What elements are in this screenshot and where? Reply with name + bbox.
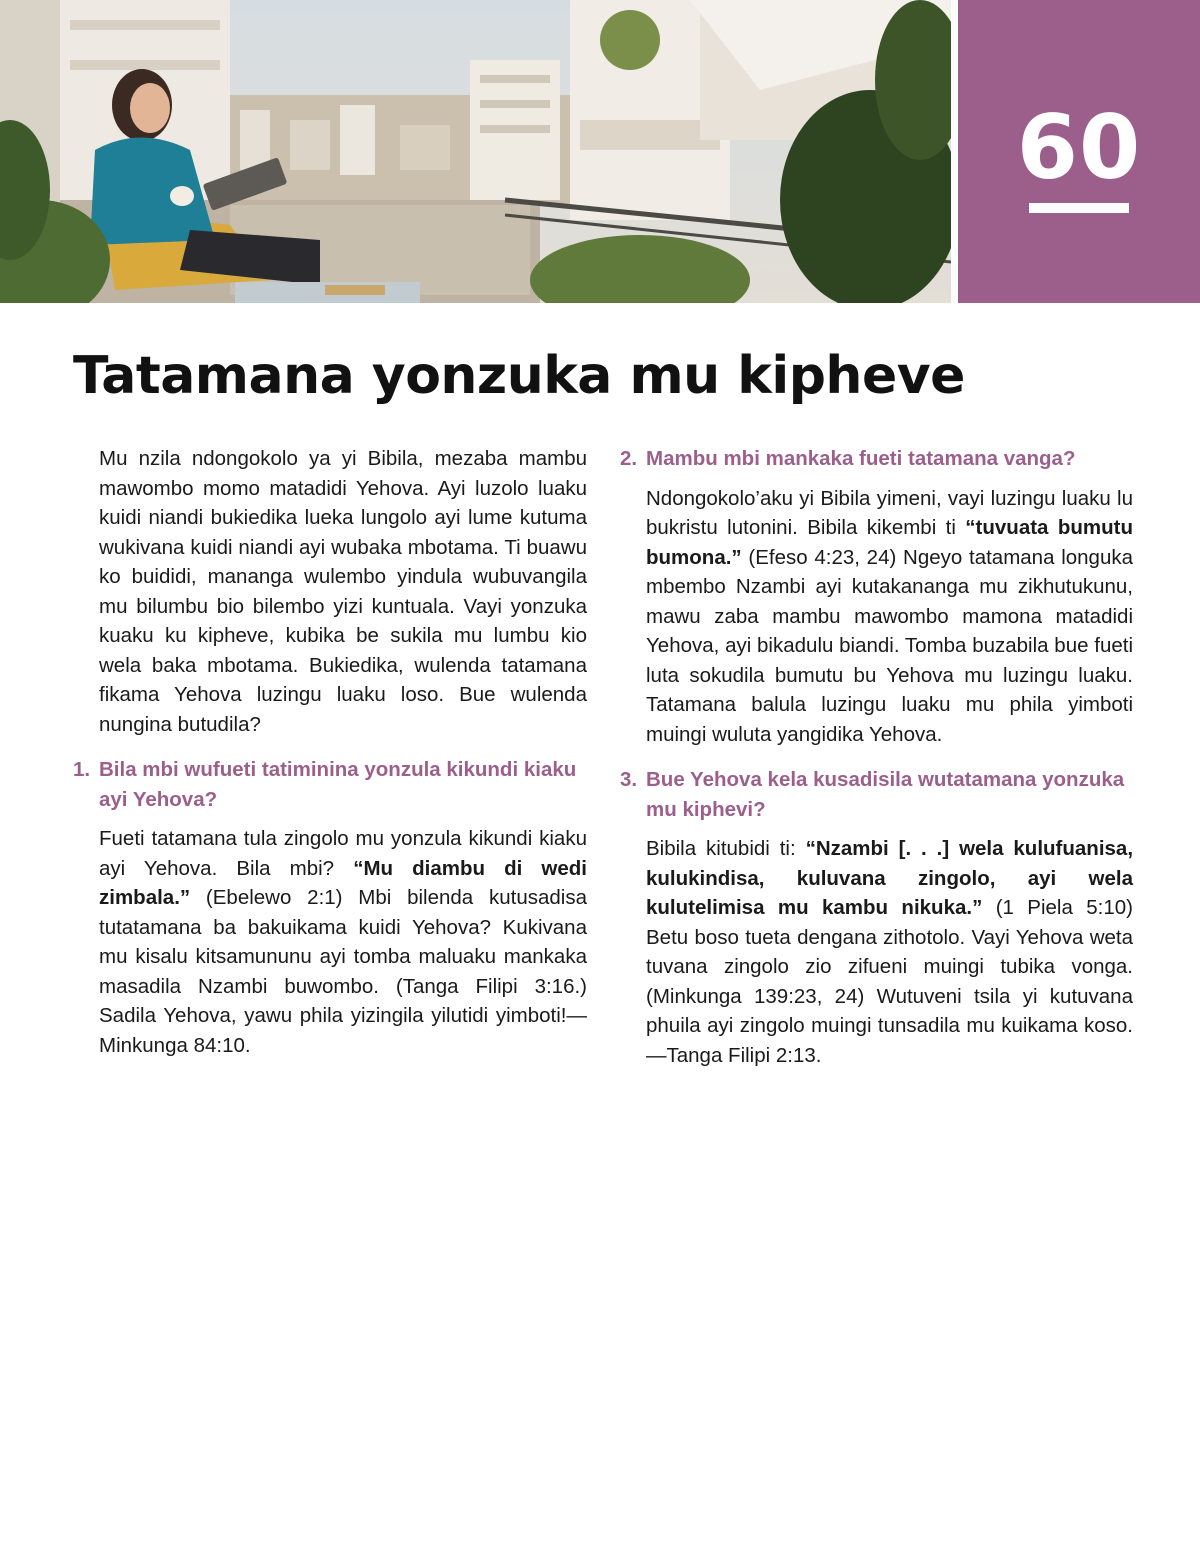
lesson-number-box <box>958 0 1200 303</box>
section-text: (Efeso 4:23, 24) Ngeyo tatamana longuka mbembo Nzambi ayi kutakananga mu zikhutukunu, mawu zaba mambu mawombo mamona matadidi Yehova, ayi bikadulu biandi. Tomba buzabila bue fueti luta sokudila bumutu bu Yehova mu luzingu luaku. Tatamana balula luzingu luaku mu phila yimboti muingi wuluta yangidika Yehova. <box>646 545 1133 746</box>
section-text: Ndongokolo’aku yi Bibila yimeni, vayi luzingu luaku lu bukristu lutonini. Bibila kikembi ti <box>646 486 1133 539</box>
lesson-number: 60 <box>1016 96 1142 199</box>
section-2-paragraph <box>646 484 1133 750</box>
question-1 <box>73 755 587 814</box>
question-number: 1. <box>73 758 91 781</box>
header-photo <box>0 0 951 303</box>
question-number: 2. <box>620 447 638 470</box>
question-3 <box>620 765 1133 824</box>
intro-paragraph: Mu nzila ndongokolo ya yi Bibila, mezaba mambu mawombo momo matadidi Yehova. Ayi luzolo luaku kuidi niandi bukiedika lueka lungolo ayi lume kutuma wukivana kuidi niandi ayi wubaka mbotama. Ti buawu ko buididi, mananga wulembo yindula wubuvangila mu bilumbu bio bilembo yizi kuntuala. Vayi yonzuka kuaku ku kipheve, kubika be sukila mu lumbu kio wela baka mbotama. Bukiedika, wulenda tatamana fikama Yehova luzingu luaku loso. Bue wulenda nungina butudila? <box>99 447 587 736</box>
question-text: Bue Yehova kela kusadisila wutatamana yonzuka mu kiphevi? <box>646 768 1125 821</box>
question-text: Bila mbi wufueti tatiminina yonzula kikundi kiaku ayi Yehova? <box>99 758 577 811</box>
section-text: (Ebelewo 2:1) Mbi bilenda kutusadisa tutatamana ba bakuikama kuidi Yehova? Kukivana mu kisalu kitsamununu ayi tomba maluaku mankaka masadila Nzambi buwombo. (Tanga Filipi 3:16.) Sadila Yehova, yawu phila yizingila yilutidi yimboti!—Minkunga 84:10. <box>99 886 587 1057</box>
right-column <box>620 444 1133 1086</box>
balcony-scene-image <box>0 0 951 303</box>
scripture-quote: “Mu diambu di wedi zimbala.” <box>99 856 588 909</box>
section-text: Bibila kitubidi ti: <box>646 837 806 860</box>
scripture-quote: “tuvuata bumutu bumona.” <box>646 516 1133 569</box>
question-number: 3. <box>620 768 638 791</box>
section-3-paragraph <box>646 834 1133 1070</box>
question-2 <box>620 444 1133 474</box>
scripture-quote: “Nzambi [. . .] wela kulufuanisa, kulukindisa, kuluvana zingolo, ayi wela kulutelimisa mu kambu nikuka.” <box>646 837 1134 919</box>
page-title: Tatamana yonzuka mu kipheve <box>73 346 965 406</box>
left-column <box>73 444 587 1076</box>
section-text: Fueti tatamana tula zingolo mu yonzula kikundi kiaku ayi Yehova. Bila mbi? <box>99 827 587 880</box>
section-1-paragraph <box>99 824 587 1060</box>
question-text: Mambu mbi mankaka fueti tatamana vanga? <box>646 447 1076 470</box>
lesson-number-underline <box>1029 203 1129 213</box>
section-text: (1 Piela 5:10) Betu boso tueta dengana zithotolo. Vayi Yehova weta tuvana zingolo zio zifueni muingi tubika vonga. (Minkunga 139:23, 24) Wutuveni tsila yi kutuvana phuila ayi zingolo muingi tunsadila mu kuikama koso.—Tanga Filipi 2:13. <box>646 896 1133 1067</box>
